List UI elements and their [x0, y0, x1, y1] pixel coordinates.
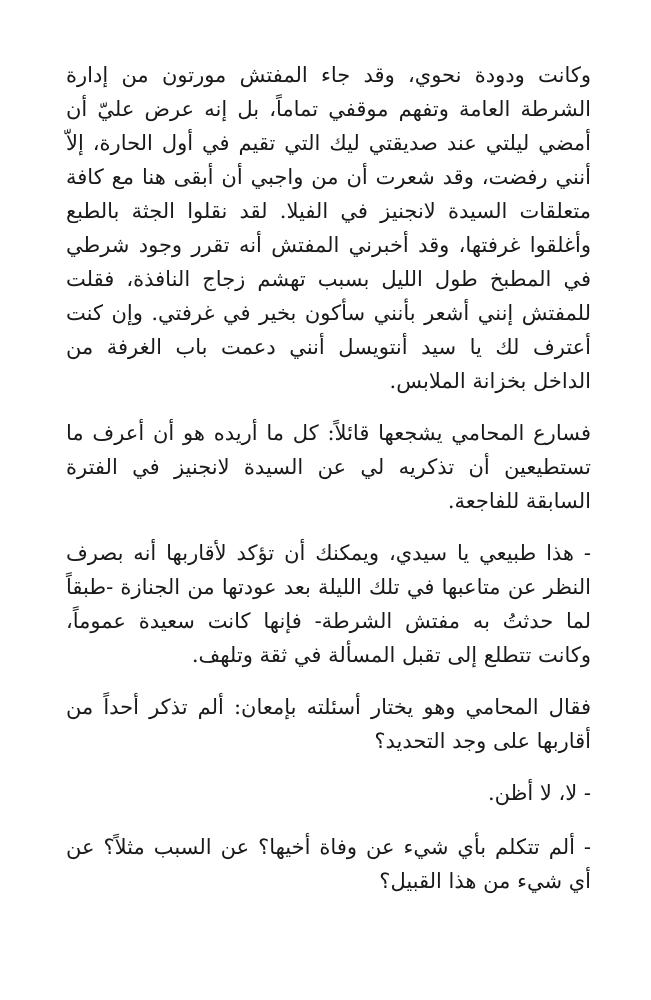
paragraph-3: - هذا طبيعي يا سيدي، ويمكنك أن تؤكد لأقاربها أنه بصرف النظر عن متاعبها في تلك الليلة بعد عودتها من الجنازة -طبقاً لما حدثتُ به مفتش الشرطة- فإنها كانت سعيدة عموماً، وكانت تتطلع إلى تقبل المسألة في ثقة وتلهف.	[66, 541, 591, 667]
paragraph-2: فسارع المحامي يشجعها قائلاً: كل ما أريده هو أن أعرف ما تستطيعين أن تذكريه لي عن السيدة لانجنيز في الفترة السابقة للفاجعة.	[66, 421, 591, 513]
paragraph-6: - ألم تتكلم بأي شيء عن وفاة أخيها؟ عن السبب مثلاً؟ عن أي شيء من هذا القبيل؟	[66, 835, 591, 893]
paragraph-1: وكانت ودودة نحوي، وقد جاء المفتش مورتون من إدارة الشرطة العامة وتفهم موقفي تماماً، بل إنه عرض عليّ أن أمضي ليلتي عند صديقتي ليك التي تقيم في أول الحارة، إلاّ أنني رفضت، وقد شعرت أن من واجبي أن أبقى هنا مع كافة متعلقات السيدة لانجنيز في الفيلا. لقد نقلوا الجثة بالطبع وأغلقوا غرفتها، وقد أخبرني المفتش أنه تقرر وجود شرطي في المطبخ طول الليل بسبب تهشم زجاج النافذة، فقلت للمفتش إنني أشعر بأنني سأكون بخير في غرفتي. وإن كنت أعترف لك يا سيد أنتويسل أنني دعمت باب الغرفة من الداخل بخزانة الملابس.	[66, 63, 591, 393]
paragraph-5: - لا، لا أظن.	[487, 781, 591, 805]
paragraph-4: فقال المحامي وهو يختار أسئلته بإمعان: ألم تذكر أحداً من أقاربها على وجد التحديد؟	[66, 695, 591, 753]
